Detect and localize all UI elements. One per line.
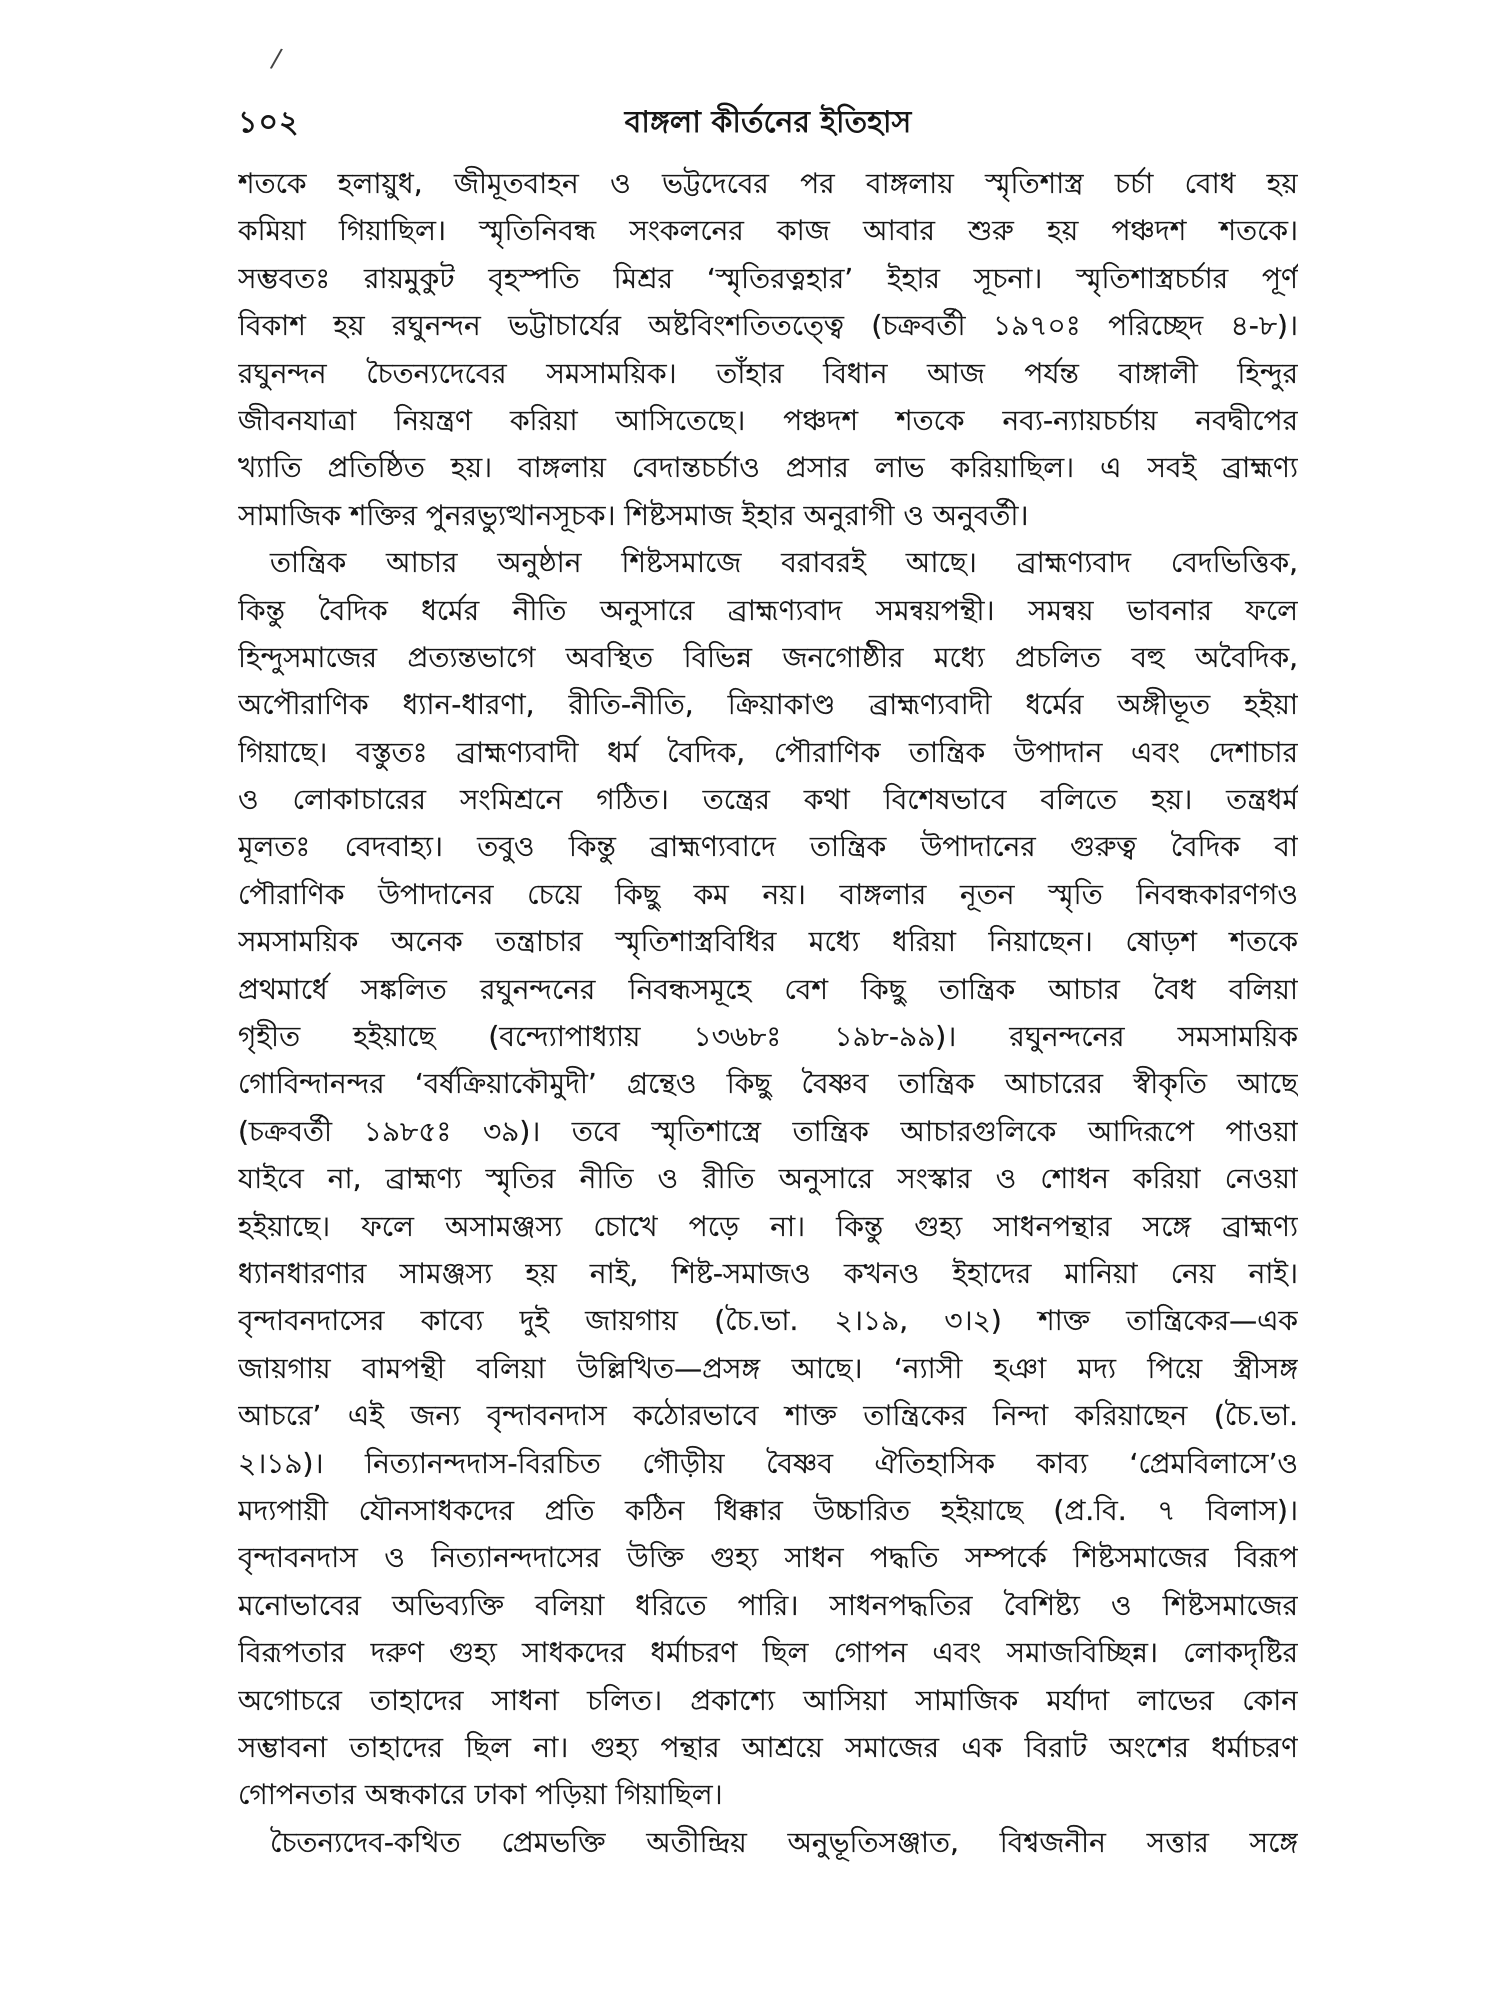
text-line: গিয়াছে। বস্তুতঃ ব্রাহ্মণ্যবাদী ধর্ম বৈদিক, পৌরাণিক তান্ত্রিক উপাদান এবং দেশাচার (238, 735, 1298, 769)
text-line: ২।১৯)। নিত্যানন্দদাস-বিরচিত গৌড়ীয় বৈষ্ণব ঐতিহাসিক কাব্য ‘প্রেমবিলাসে’ও (238, 1446, 1298, 1480)
text-line: সামাজিক শক্তির পুনরভ্যুত্থানসূচক। শিষ্টসমাজ ইহার অনুরাগী ও অনুবর্তী। (238, 498, 1029, 532)
pencil-mark: / (268, 43, 284, 75)
text-line: আচরে’ এই জন্য বৃন্দাবনদাস কঠোরভাবে শাক্ত তান্ত্রিকের নিন্দা করিয়াছেন (চৈ.ভা. (238, 1399, 1298, 1433)
text-line: গৃহীত হইয়াছে (বন্দ্যোপাধ্যায় ১৩৬৮ঃ ১৯৮-৯৯)। রঘুনন্দনের সমসাময়িক (238, 1020, 1298, 1054)
body-text (238, 160, 1298, 1866)
paragraph-2 (238, 539, 1298, 1819)
text-line: কমিয়া গিয়াছিল। স্মৃতিনিবন্ধ সংকলনের কাজ আবার শুরু হয় পঞ্চদশ শতকে। (238, 214, 1298, 248)
text-line: প্রথমার্ধে সঙ্কলিত রঘুনন্দনের নিবন্ধসমূহে বেশ কিছু তান্ত্রিক আচার বৈধ বলিয়া (238, 972, 1298, 1006)
text-line: গোবিন্দানন্দর ‘বর্ষক্রিয়াকৌমুদী’ গ্রন্থেও কিছু বৈষ্ণব তান্ত্রিক আচারের স্বীকৃতি আছে (238, 1067, 1298, 1101)
text-line: কিন্তু বৈদিক ধর্মের নীতি অনুসারে ব্রাহ্মণ্যবাদ সমন্বয়পন্থী। সমন্বয় ভাবনার ফলে (238, 593, 1298, 627)
text-line: (চক্রবর্তী ১৯৮৫ঃ ৩৯)। তবে স্মৃতিশাস্ত্রে তান্ত্রিক আচারগুলিকে আদিরূপে পাওয়া (238, 1114, 1298, 1148)
text-line: মনোভাবের অভিব্যক্তি বলিয়া ধরিতে পারি। সাধনপদ্ধতির বৈশিষ্ট্য ও শিষ্টসমাজের (238, 1588, 1298, 1622)
paragraph-3 (238, 1819, 1298, 1866)
text-line: বৃন্দাবনদাসের কাব্যে দুই জায়গায় (চৈ.ভা. ২।১৯, ৩।২) শাক্ত তান্ত্রিকের—এক (238, 1304, 1298, 1338)
running-title: বাঙ্গলা কীর্তনের ইতিহাস (624, 105, 912, 140)
text-line: ও লোকাচারের সংমিশ্রনে গঠিত। তন্ত্রের কথা বিশেষভাবে বলিতে হয়। তন্ত্রধর্ম (238, 783, 1298, 817)
page-number: ১০২ (238, 105, 300, 140)
page-header (238, 98, 1298, 138)
text-line: তান্ত্রিক আচার অনুষ্ঠান শিষ্টসমাজে বরাবরই আছে। ব্রাহ্মণ্যবাদ বেদভিত্তিক, (270, 546, 1298, 580)
text-line: গোপনতার অন্ধকারে ঢাকা পড়িয়া গিয়াছিল। (238, 1778, 723, 1812)
text-line: জায়গায় বামপন্থী বলিয়া উল্লিখিত—প্রসঙ্গ আছে। ‘ন্যাসী হঞা মদ্য পিয়ে স্ত্রীসঙ্গ (238, 1351, 1298, 1385)
text-line: হিন্দুসমাজের প্রত্যন্তভাগে অবস্থিত বিভিন্ন জনগোষ্ঠীর মধ্যে প্রচলিত বহু অবৈদিক, (238, 640, 1298, 674)
text-line: পৌরাণিক উপাদানের চেয়ে কিছু কম নয়। বাঙ্গলার নূতন স্মৃতি নিবন্ধকারণগও (238, 877, 1298, 911)
paragraph-1 (238, 160, 1298, 539)
text-line: শতকে হলায়ুধ, জীমূতবাহন ও ভট্টদেবের পর বাঙ্গলায় স্মৃতিশাস্ত্র চর্চা বোধ হয় (238, 167, 1298, 200)
text-line: মদ্যপায়ী যৌনসাধকদের প্রতি কঠিন ধিক্কার উচ্চারিত হইয়াছে (প্র.বি. ৭ বিলাস)। (238, 1493, 1298, 1527)
text-line: ধ্যানধারণার সামঞ্জস্য হয় নাই, শিষ্ট-সমাজও কখনও ইহাদের মানিয়া নেয় নাই। (238, 1256, 1298, 1290)
text-line: চৈতন্যদেব-কথিত প্রেমভক্তি অতীন্দ্রিয় অনুভূতিসঞ্জাত, বিশ্বজনীন সত্তার সঙ্গে (270, 1825, 1298, 1859)
text-line: সম্ভাবনা তাহাদের ছিল না। গুহ্য পন্থার আশ্রয়ে সমাজের এক বিরাট অংশের ধর্মাচরণ (238, 1730, 1298, 1764)
text-line: অপৌরাণিক ধ্যান-ধারণা, রীতি-নীতি, ক্রিয়াকাণ্ড ব্রাহ্মণ্যবাদী ধর্মের অঙ্গীভূত হইয়া (238, 688, 1298, 722)
text-line: অগোচরে তাহাদের সাধনা চলিত। প্রকাশ্যে আসিয়া সামাজিক মর্যাদা লাভের কোন (238, 1683, 1298, 1717)
text-line: সমসাময়িক অনেক তন্ত্রাচার স্মৃতিশাস্ত্রবিধির মধ্যে ধরিয়া নিয়াছেন। ষোড়শ শতকে (238, 925, 1298, 959)
text-line: সম্ভবতঃ রায়মুকুট বৃহস্পতি মিশ্রর ‘স্মৃতিরত্নহার’ ইহার সূচনা। স্মৃতিশাস্ত্রচর্চার পূর্ণ (238, 261, 1298, 295)
text-line: বিকাশ হয় রঘুনন্দন ভট্টাচার্যের অষ্টবিংশতিতত্ত্বে (চক্রবর্তী ১৯৭০ঃ পরিচ্ছেদ ৪-৮)। (238, 309, 1298, 343)
text-line: মূলতঃ বেদবাহ্য। তবুও কিন্তু ব্রাহ্মণ্যবাদে তান্ত্রিক উপাদানের গুরুত্ব বৈদিক বা (238, 830, 1298, 864)
text-line: হইয়াছে। ফলে অসামঞ্জস্য চোখে পড়ে না। কিন্তু গুহ্য সাধনপন্থার সঙ্গে ব্রাহ্মণ্য (238, 1209, 1298, 1243)
text-line: জীবনযাত্রা নিয়ন্ত্রণ করিয়া আসিতেছে। পঞ্চদশ শতকে নব্য-ন্যায়চর্চায় নবদ্বীপের (238, 403, 1298, 437)
text-line: রঘুনন্দন চৈতন্যদেবের সমসাময়িক। তাঁহার বিধান আজ পর্যন্ত বাঙ্গালী হিন্দুর (238, 356, 1298, 390)
text-line: বৃন্দাবনদাস ও নিত্যানন্দদাসের উক্তি গুহ্য সাধন পদ্ধতি সম্পর্কে শিষ্টসমাজের বিরূপ (238, 1541, 1298, 1575)
text-line: খ্যাতি প্রতিষ্ঠিত হয়। বাঙ্গলায় বেদান্তচর্চাও প্রসার লাভ করিয়াছিল। এ সবই ব্রাহ্মণ্য (238, 451, 1298, 485)
text-line: বিরূপতার দরুণ গুহ্য সাধকদের ধর্মাচরণ ছিল গোপন এবং সমাজবিচ্ছিন্ন। লোকদৃষ্টির (238, 1636, 1298, 1670)
text-line: যাইবে না, ব্রাহ্মণ্য স্মৃতির নীতি ও রীতি অনুসারে সংস্কার ও শোধন করিয়া নেওয়া (238, 1162, 1298, 1196)
